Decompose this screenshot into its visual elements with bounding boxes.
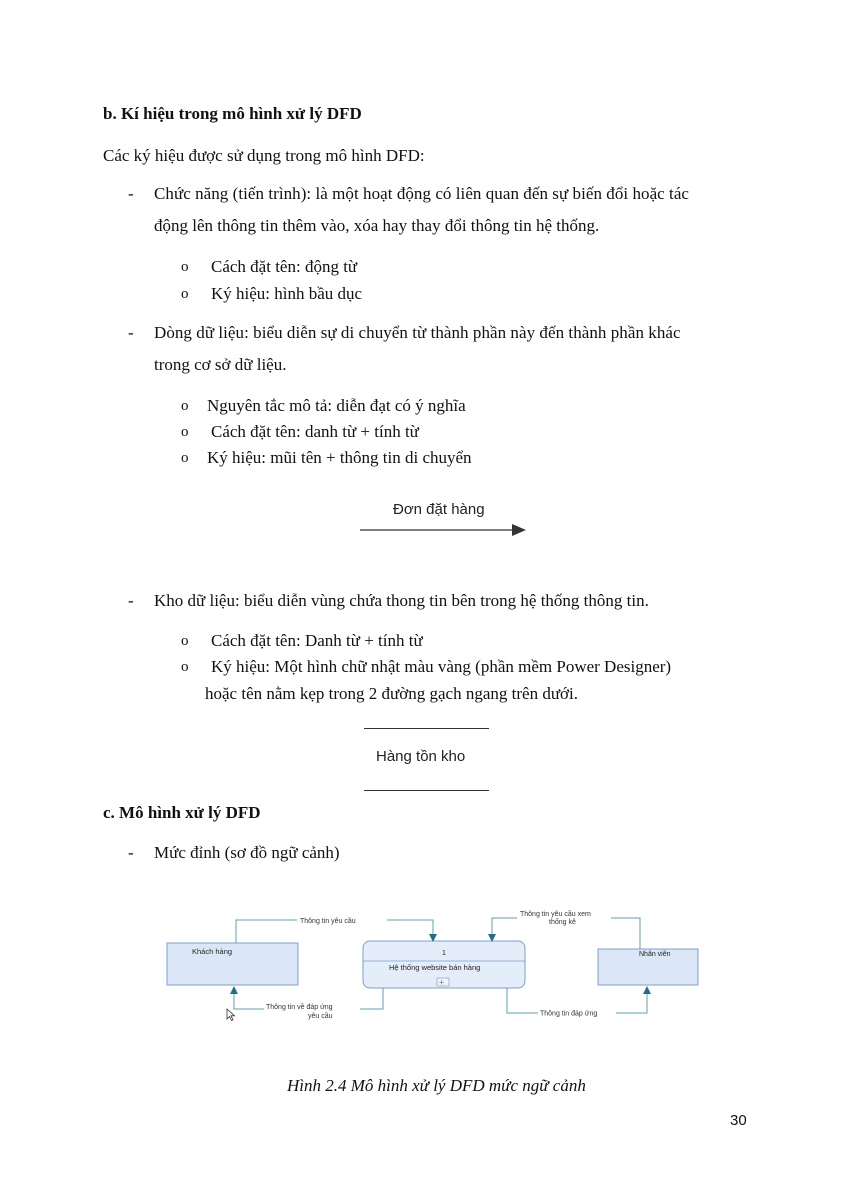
subitem-datastore-symbol-line2: hoặc tên nằm kẹp trong 2 đường gạch ngang trên dưới. [205, 684, 579, 703]
subitem-function-symbol: Ký hiệu: hình bầu dục [211, 284, 363, 303]
dash-bullet: - [128, 843, 134, 862]
item-dataflow-line1: Dòng dữ liệu: biểu diễn sự di chuyển từ thành phần này đến thành phần khác [154, 323, 681, 342]
store-example-bottom-line [364, 790, 489, 791]
flow-response-label-line2: yêu cầu [308, 1013, 333, 1020]
item-dataflow-line2: trong cơ sở dữ liệu. [154, 355, 287, 374]
item-function-line1: Chức năng (tiến trình): là một hoạt động có liên quan đến sự biến đổi hoặc tác [154, 184, 690, 203]
section-c-item-context: Mức đỉnh (sơ đồ ngữ cảnh) [154, 843, 340, 862]
circle-bullet: o [181, 424, 189, 440]
process-name: Hệ thống website bán hàng [389, 963, 481, 972]
circle-bullet: o [181, 286, 189, 302]
section-b-heading: b. Kí hiệu trong mô hình xử lý DFD [103, 104, 362, 123]
circle-bullet: o [181, 659, 189, 675]
context-diagram [160, 905, 705, 1030]
store-example-label: Hàng tồn kho [376, 748, 466, 765]
dash-bullet: - [128, 184, 134, 203]
circle-bullet: o [181, 450, 189, 466]
flow-request-label: Thông tin yêu cầu [300, 918, 356, 925]
mouse-cursor-icon [227, 1009, 235, 1021]
process-expand-plus: + [439, 977, 445, 988]
section-c-heading: c. Mô hình xử lý DFD [103, 803, 261, 822]
flow-staff-request-label-line2: thống kê [549, 919, 576, 926]
store-example-top-line [364, 728, 489, 729]
circle-bullet: o [181, 633, 189, 649]
customer-entity-label: Khách hàng [192, 947, 233, 956]
flow-response-label-line1: Thông tin về đáp ứng [266, 1004, 333, 1011]
item-function-line2: động lên thông tin thêm vào, xóa hay thay đổi thông tin hệ thống. [154, 216, 600, 235]
subitem-dataflow-symbol: Ký hiệu: mũi tên + thông tin di chuyển [207, 448, 472, 467]
subitem-dataflow-principle: Nguyên tắc mô tả: diễn đạt có ý nghĩa [207, 396, 466, 415]
dash-bullet: - [128, 323, 134, 342]
subitem-datastore-naming: Cách đặt tên: Danh từ + tính từ [211, 631, 423, 650]
dash-bullet: - [128, 591, 134, 610]
page-number: 30 [730, 1112, 747, 1129]
subitem-datastore-symbol: Ký hiệu: Một hình chữ nhật màu vàng (phần mềm Power Designer) [211, 657, 672, 676]
flow-example-label: Đơn đặt hàng [393, 501, 485, 518]
flow-staff-request-label-line1: Thông tin yêu cầu xem [520, 911, 591, 918]
flow-example-arrow-icon [358, 522, 530, 538]
subitem-function-naming: Cách đặt tên: động từ [211, 257, 358, 276]
subitem-dataflow-naming: Cách đặt tên: danh từ + tính từ [211, 422, 419, 441]
figure-caption: Hình 2.4 Mô hình xử lý DFD mức ngữ cảnh [287, 1076, 586, 1095]
process-number: 1 [442, 950, 446, 957]
circle-bullet: o [181, 398, 189, 414]
staff-entity-label: Nhân viên [639, 951, 671, 958]
circle-bullet: o [181, 259, 189, 275]
section-b-intro: Các ký hiệu được sử dụng trong mô hình DFD: [103, 146, 425, 165]
item-datastore-line1: Kho dữ liệu: biểu diễn vùng chứa thong tin bên trong hệ thống thông tin. [154, 591, 649, 610]
customer-entity-box [167, 943, 298, 985]
flow-staff-response-label: Thông tin đáp ứng [540, 1010, 598, 1018]
